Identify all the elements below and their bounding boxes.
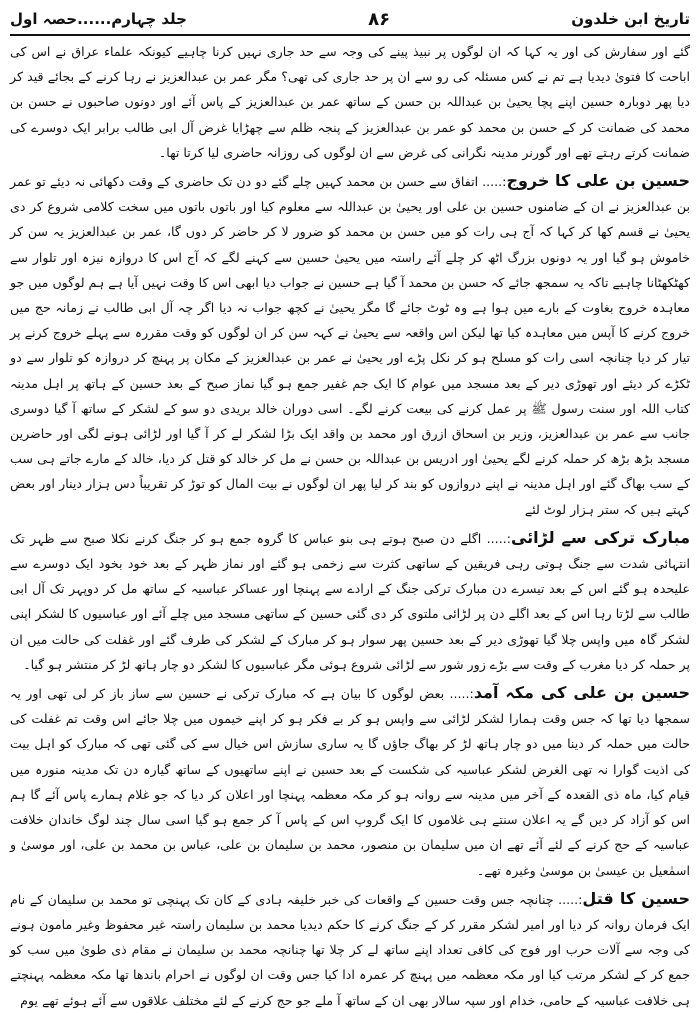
volume-label: جلد چہارم......حصہ اول [10,10,187,28]
section-title: حسین بن علی کا خروج [506,171,690,191]
paragraph [10,525,690,677]
body-text [10,39,690,1013]
paragraph-text: گئے اور سفارش کی اور یہ کہا کہ ان لوگوں پر نبیذ پینے کی وجہ سے حد جاری نہیں کرنا چاہیے کیونکہ علماء عراق نے اس کی اباحت کا فتویٰ دیدیا ہے تم نے کس مسئلہ کی رو سے ان پر حد جاری کی تھی؟ مگر عمر بن عبدالعزیز نے رہا کرنے کے بجائے قید کر دیا پھر دوبارہ حسین اپنے پچا یحییٰ بن عبداللہ بن حسن کے ساتھ عمر بن عبدالعزیز کے پاس آئے اور دونوں صاحبوں نے حسن بن محمد کی ضمانت کر کے حسن بن محمد کو عمر بن عبدالعزیز کے پنجہ ظلم سے چھڑایا غرض آل ابی طالب برابر ایک دوسرے کی ضمانت کرتے رہتے تھے اور گورنر مدینہ نگرانی کی غرض سے ان لوگوں کی روزانہ حاضری لیا کرتا تھا۔ [10,44,690,160]
page-header [10,4,690,36]
page-number: ۸۶ [368,8,391,30]
paragraph [10,680,690,883]
paragraph [10,39,690,165]
book-title: تاریخ ابن خلدون [571,10,690,28]
section-title: حسین بن علی کی مکہ آمد [473,683,691,703]
section-title: حسین کا قتل [582,888,691,908]
paragraph-text: :..... چنانچہ جس وقت حسین کے واقعات کی خبر خلیفہ ہادی کے کان تک پہنچی تو محمد بن سلیمان کے نام ایک فرمان روانہ کر دیا اور امیر لشکر مقرر کر کے جنگ کرنے کا حکم دیدیا محمد بن سلیمان راستہ غیر محفوظ وغیر مامون ہونے کی وجہ سے آلات حرب اور فوج کی کافی تعداد اپنے ساتھ لے کر چلا تھا چنانچہ محمد بن سلیمان نے مقام ذی طویٰ میں سب کو جمع کر کے لشکر مرتب کیا اور مکہ معظمہ میں پہنچ کر عمرہ ادا کیا جس وقت ان لوگوں نے احرام باندھا تھا مکہ معظمہ پہنچتے ہی خلافت عباسیہ کے حامی، خدام اور سپہ سالار بھی ان کے ساتھ آ ملے جو حج کرنے کے لئے مختلف علاقوں سے آئے ہوئے تھے یوم [10,891,690,1008]
paragraph [10,168,690,522]
paragraph-text: :..... اتفاق سے حسن بن محمد کہیں چلے گئے دو دن تک حاضری کے وقت دکھائی نہ دیئے تو عمر بن عبدالعزیز نے ان کے ضامنوں حسین بن علی اور یحییٰ بن عبداللہ سے معلوم کیا اور باتوں باتوں میں سخت کلامی شروع کر دی یحییٰ نے قسم کھا کر کہا کہ آج ہی رات کو میں حسن بن محمد کو ضرور لا کر حاضر کر دوں گا، عمر بن عبدالعزیز یہ سن کر خاموش ہو گیا اور یہ دونوں بزرگ اٹھ کر چلے آئے راستہ میں یحییٰ حسین سے کہنے لگے کہ آج اس کا دروازہ نیزہ اور تلوار سے کھٹکھٹانا چاہیے تاکہ یہ سمجھ جائے کہ حسن بن محمد آ گیا ہے حسین نے جواب دیا ابھی اس کا وقت نہیں آیا ہے ہم لوگوں میں جو معاہدہ خروج بغاوت کے بارے میں ہوا ہے وہ ٹوٹ جائے گا مگر یحییٰ نے کچھ جواب نہ دیا اگر چہ آل ابی طالب نے زمانہ حج میں خروج کرنے کا آپس میں معاہدہ کیا تھا لیکن اس واقعہ سے یحییٰ نے کہہ سن کر ان لوگوں کو وقت مقررہ سے پہلے خروج کرنے پر تیار کر دیا چنانچہ اسی رات کو مسلح ہو کر نکل پڑے اور یحییٰ نے عمر بن عبدالعزیز کے مکان پر پہنچ کر دروازہ کو تلوار سے دو ٹکڑے کر دیئے اور تھوڑی دیر کے بعد مسجد میں عوام کا ایک جم غفیر جمع ہو گیا نماز صبح کے بعد حسین کے ہاتھ پر اہل مدینہ کتاب اللہ اور سنت رسول ﷺ پر عمل کرنے کی بیعت کرنے لگے۔ اسی دوران خالد بریدی دو سو کے لشکر کے ساتھ آ گیا دوسری جانب سے عمر بن عبدالعزیز، وزیر بن اسحاق ازرق اور محمد بن واقد ایک بڑا لشکر لے کر آ گیا اور لڑائی ہونے لگی اور حاضرین مسجد بڑھ بڑھ کر حملہ کرنے لگے یحییٰ اور ادریس بن عبداللہ بن حسن نے مل کر خالد کو قتل کر دیا، خالد کے مارے جاتے ہی سب کے سب بھاگ گئے اور اہل مدینہ نے اپنے دروازوں کو بند کر لیا پھر ان لوگوں نے بیت المال کو توڑ کر تقریباً دس ہزار دینار اور بعض کہتے ہیں کہ ستر ہزار لوٹ لئے [10,174,690,517]
section-title: مبارک ترکی سے لڑائی [510,527,691,547]
paragraph [10,886,690,1013]
paragraph-text: :..... بعض لوگوں کا بیان ہے کہ مبارک ترکی نے حسین سے ساز باز کر لی تھی اور یہ سمجھا دیا تھا کہ جس وقت ہمارا لشکر لڑائی سے واپس ہو کر بے فکر ہو کر اپنے خیموں میں چلا جائے اس وقت تم غفلت کی حالت میں حملہ کر دینا میں دو چار ہاتھ لڑ کر بھاگ جاؤں گا یہ ساری سازش اس خیال سے کی گئی تھی کہ مبارک کو اہل بیت کی اذیت گوارا نہ تھی الغرض لشکر عباسیہ کی شکست کے بعد حسین نے اپنے ساتھیوں کے ساتھ گیارہ دن تک مدینہ منورہ میں قیام کیا، ماہ ذی القعدہ کے آخر میں مدینہ سے روانہ ہو کر مکہ معظمہ پہنچا اور اعلان کر دیا کہ جو غلام ہمارے پاس آئے گا ہم اس کو آزاد کر دیں گے یہ اعلان سنتے ہی غلاموں کا ایک گروپ اس کے پاس آ کر جمع ہو گیا اسی سال چند لوگ خاندان خلافت عباسیہ کے حج کرنے کے لئے آئے تھے ان میں سلیمان بن منصور، محمد بن سلیمان بن علی، عباس بن محمد بن علی، اور موسیٰ و اسمٰعیل بن عیسیٰ بن موسیٰ وغیرہ تھے۔ [10,686,690,878]
paragraph-text: :..... اگلے دن صبح ہوتے ہی بنو عباس کا گروہ جمع ہو کر جنگ کرنے نکلا صبح سے ظہر تک انتہائی شدت سے جنگ ہوتی رہی فریقین کے ساتھی کثرت سے زخمی ہو گئے اور نماز ظہر کے بعد خود بخود ایک دوسرے سے علیحدہ ہو گئے اس کے بعد تیسرے دن مبارک ترکی جنگ کے ارادے سے پہنچا اور عساکر عباسیہ کے ساتھ مل کر دوپہر تک آل ابی طالب سے لڑتا رہا اس کے بعد اگلے دن پر لڑائی ملتوی کر دی گئی حسین کے ساتھی مسجد میں چلے آئے اور عباسیوں کا لشکر اپنی لشکر گاہ میں واپس چلا گیا تھوڑی دیر کے بعد حسین پھر سوار ہو کر مبارک کے لشکر کی طرف گئے اور غفلت کی حالت میں ان پر حملہ کر دیا مغرب کے وقت سے بڑے زور شور سے لڑائی شروع ہوئی مگر عباسیوں کا لشکر دو چار ہاتھ لڑ کر منتشر ہو گیا۔ [10,530,690,672]
